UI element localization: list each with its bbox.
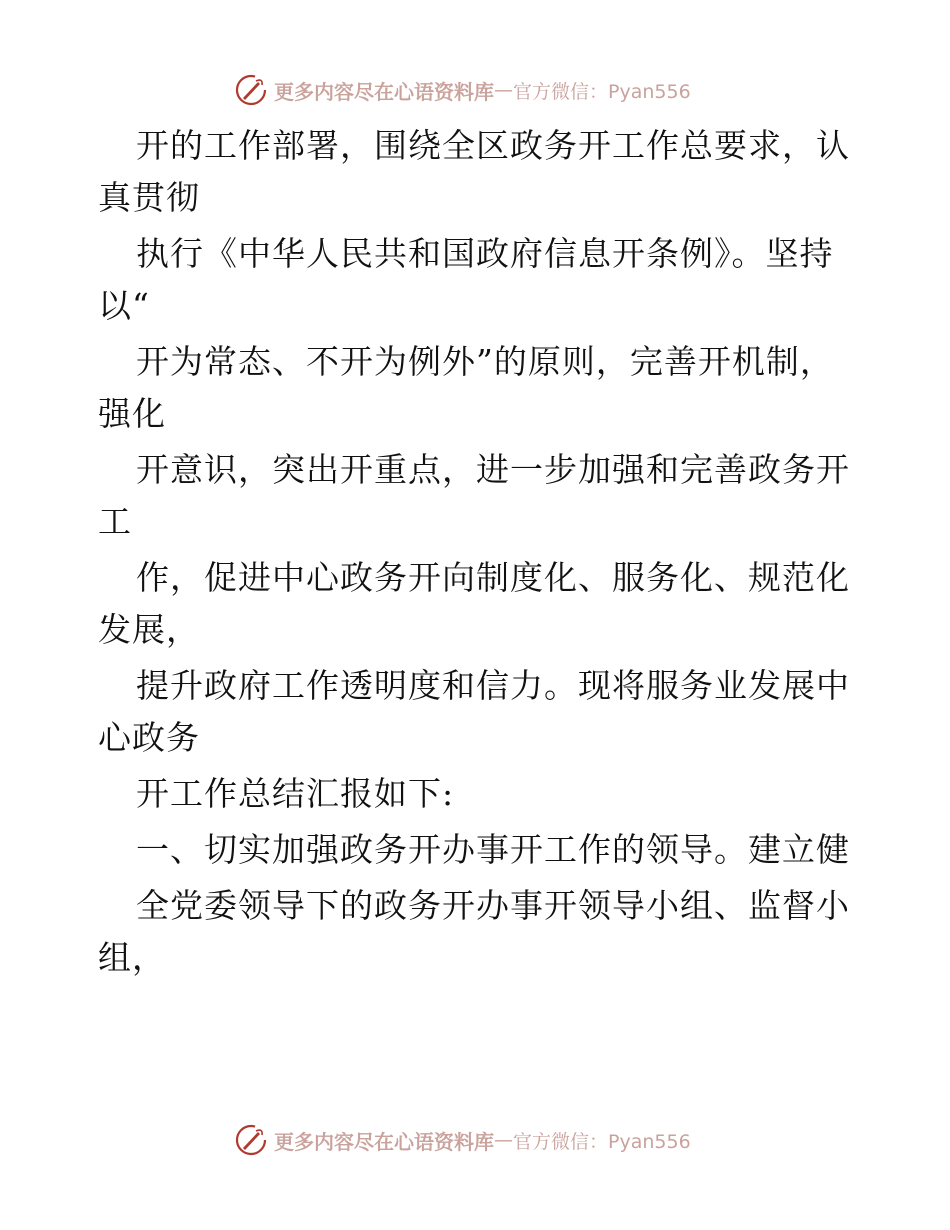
header-watermark-banner xyxy=(234,72,691,108)
paragraph-line-continued: 心政务 xyxy=(98,718,200,757)
paragraph-line-continued: 强化 xyxy=(98,394,166,433)
paragraph-line: 开工作总结汇报如下: xyxy=(136,774,455,813)
paragraph-line-continued: 真贯彻 xyxy=(98,178,200,217)
paragraph xyxy=(98,824,858,876)
banner-main-text: 更多内容尽在心语资料库 xyxy=(274,1129,494,1154)
paragraph xyxy=(98,336,858,440)
paragraph xyxy=(98,228,858,332)
banner-wechat-text: 官方微信：Pyan556 xyxy=(513,1130,691,1153)
paragraph-line: 开的工作部署，围绕全区政务开工作总要求，认 xyxy=(136,126,850,165)
paragraph-line: 开意识，突出开重点，进一步加强和完善政务开 xyxy=(136,450,850,489)
paragraph-line-continued: 工 xyxy=(98,502,132,541)
paragraph-line: 全党委领导下的政务开办事开领导小组、监督小 xyxy=(136,886,850,925)
document-body xyxy=(98,120,858,984)
banner-dash: — xyxy=(494,1129,513,1151)
footer-watermark-banner xyxy=(234,1122,691,1158)
banner-main-text: 更多内容尽在心语资料库 xyxy=(274,79,494,104)
quill-circle-logo-icon xyxy=(234,73,268,107)
paragraph xyxy=(98,552,858,656)
paragraph-line-continued: 以“ xyxy=(98,286,150,325)
paragraph xyxy=(98,660,858,764)
paragraph xyxy=(98,880,858,984)
paragraph-line-continued: 组， xyxy=(98,938,166,977)
paragraph xyxy=(98,768,858,820)
banner-wechat-text: 官方微信：Pyan556 xyxy=(513,80,691,103)
paragraph-line: 开为常态、不开为例外”的原则，完善开机制， xyxy=(136,342,834,381)
paragraph xyxy=(98,120,858,224)
paragraph-line: 作，促进中心政务开向制度化、服务化、规范化 xyxy=(136,558,850,597)
banner-dash: — xyxy=(494,79,513,101)
paragraph-line: 一、切实加强政务开办事开工作的领导。建立健 xyxy=(136,830,850,869)
paragraph-line-continued: 发展， xyxy=(98,610,200,649)
paragraph-line: 提升政府工作透明度和信力。现将服务业发展中 xyxy=(136,666,850,705)
paragraph-line: 执行《中华人民共和国政府信息开条例》。坚持 xyxy=(136,234,834,273)
quill-circle-logo-icon xyxy=(234,1123,268,1157)
paragraph xyxy=(98,444,858,548)
